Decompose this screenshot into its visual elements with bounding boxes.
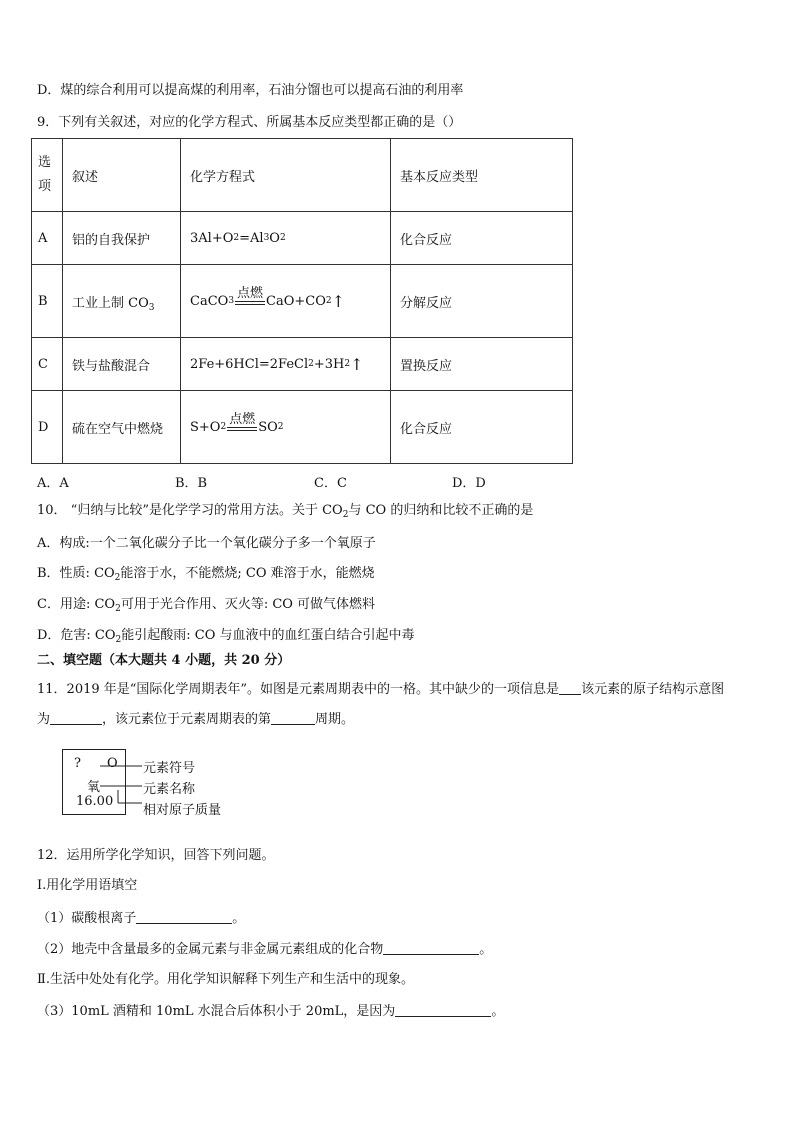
table-row: [32, 338, 573, 391]
table-row: [32, 265, 573, 338]
element-symbol: O: [107, 756, 118, 771]
row-equation: 3Al+O 2 =Al 3 O 2: [181, 212, 391, 265]
reaction-condition: 点燃: [227, 413, 257, 442]
answer-blank[interactable]: [271, 710, 315, 725]
row-desc: 铝的自我保护: [63, 212, 181, 265]
row-desc: 工业上制 $CO_3$: [63, 265, 181, 338]
q10-option-d: D．危害: $CO_2$能引起酸雨: CO 与血液中的血红蛋白结合引起中毒: [37, 628, 415, 645]
element-name: 氧: [87, 780, 101, 795]
row-type: 置换反应: [391, 338, 573, 391]
answer-blank[interactable]: [383, 940, 479, 955]
q12-part1: Ⅰ.用化学用语填空: [37, 878, 138, 893]
label-symbol: 元素符号: [143, 761, 196, 776]
q11-line2: 为 ，该元素位于元素周期表的第 周期。: [37, 712, 355, 727]
row-equation: 2Fe+6HCl=2FeCl 2 +3H 2 ↑: [181, 338, 391, 391]
q9-table: [31, 138, 573, 464]
section-title: 二、填空题（本大题共 4 小题，共 20 分）: [37, 653, 291, 668]
header-type: 基本反应类型: [391, 139, 573, 212]
row-option: A: [32, 212, 63, 265]
label-mass: 相对原子质量: [143, 803, 222, 818]
row-type: 化合反应: [391, 391, 573, 464]
q10-option-c: C．用途: $CO_2$可用于光合作用、灭火等: CO 可做气体燃料: [37, 597, 376, 614]
q9-option-c: C．C: [314, 476, 347, 491]
table-header-row: [32, 139, 573, 212]
gas-arrow-icon: ↑: [350, 354, 364, 374]
q12-part2: Ⅱ.生活中处处有化学。用化学知识解释下列生产和生活中的现象。: [37, 972, 414, 987]
row-type: 分解反应: [391, 265, 573, 338]
q12-s3: （3）10mL 酒精和 10mL 水混合后体积小于 20mL，是因为 。: [37, 1004, 505, 1019]
q9-option-d: D．D: [452, 476, 486, 491]
row-option: C: [32, 338, 63, 391]
q12-s1: （1）碳酸根离子 。: [37, 911, 246, 926]
row-equation: CaCO 3 点燃 CaO+CO 2 ↑: [181, 265, 391, 338]
q9-option-b: B．B: [175, 476, 208, 491]
atomic-mass: 16.00: [76, 794, 114, 809]
missing-info: ?: [74, 756, 81, 771]
option-d-previous: D．煤的综合利用可以提高煤的利用率，石油分馏也可以提高石油的利用率: [37, 83, 464, 98]
q10-option-a: A．构成:一个二氧化碳分子比一个氧化碳分子多一个氧原子: [37, 536, 376, 551]
q9-stem: 9．下列有关叙述，对应的化学方程式、所属基本反应类型都正确的是（）: [37, 115, 462, 130]
table-row: [32, 212, 573, 265]
row-option: D: [32, 391, 63, 464]
q10-stem: 10． “归纳与比较”是化学学习的常用方法。关于 $CO_2$与 CO 的归纳和比较不正确的是: [37, 503, 534, 520]
answer-blank[interactable]: [50, 710, 102, 725]
row-type: 化合反应: [391, 212, 573, 265]
q12-stem: 12．运用所学化学知识，回答下列问题。: [37, 848, 275, 863]
leader-lines: [100, 755, 144, 811]
q12-s2: （2）地壳中含量最多的金属元素与非金属元素组成的化合物 。: [37, 942, 493, 957]
answer-blank[interactable]: [136, 909, 232, 924]
row-option: B: [32, 265, 63, 338]
row-equation: S+O 2 点燃 SO 2: [181, 391, 391, 464]
label-name: 元素名称: [143, 782, 196, 797]
row-desc: 硫在空气中燃烧: [63, 391, 181, 464]
reaction-condition: 点燃: [235, 287, 265, 316]
q11-line1: 11．2019 年是“国际化学周期表年”。如图是元素周期表中的一格。其中缺少的一项信息是 该元素的原子结构示意图: [37, 682, 725, 697]
q9-option-a: A．A: [37, 476, 69, 491]
row-desc: 铁与盐酸混合: [63, 338, 181, 391]
table-row: [32, 391, 573, 464]
header-option: 选项: [32, 139, 63, 212]
answer-blank[interactable]: [395, 1002, 491, 1017]
gas-arrow-icon: ↑: [331, 291, 346, 311]
header-equation: 化学方程式: [181, 139, 391, 212]
answer-blank[interactable]: [559, 680, 581, 695]
q10-option-b: B．性质: $CO_2$能溶于水，不能燃烧; CO 难溶于水，能燃烧: [37, 566, 375, 583]
header-desc: 叙述: [63, 139, 181, 212]
